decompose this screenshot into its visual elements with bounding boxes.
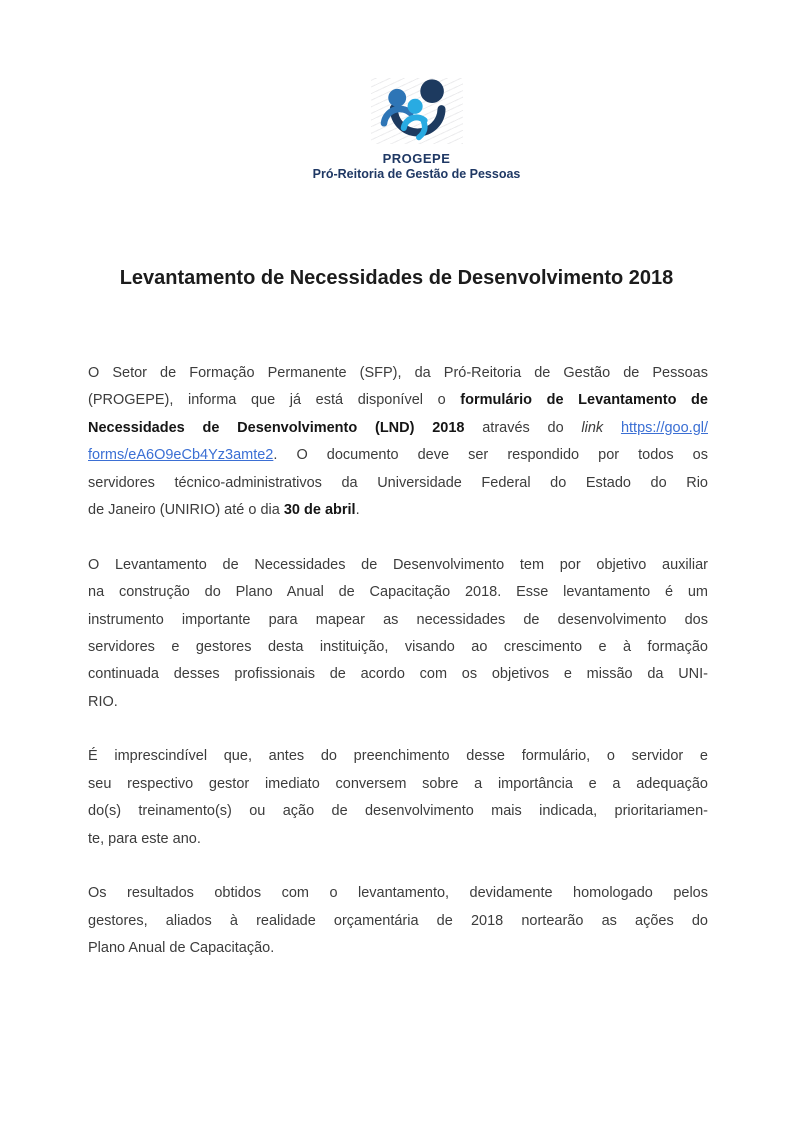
text-line: [88, 661, 708, 688]
text-line: [88, 798, 708, 825]
document-title: Levantamento de Necessidades de Desenvolvimento 2018: [119, 267, 674, 289]
text-segment: continuada desses profissionais de acordo com os objetivos e missão da UNI-: [88, 666, 708, 683]
text-segment: formulário de Levantamento de: [460, 392, 708, 409]
text-line: [88, 360, 708, 387]
text-line: [88, 826, 708, 853]
text-segment: Necessidades de Desenvolvimento (LND) 2018: [88, 419, 465, 436]
goo-gl-link[interactable]: https://goo.gl/: [620, 419, 708, 436]
text-line: [88, 771, 708, 798]
text-line: [88, 689, 708, 716]
text-segment: 30 de abril: [283, 501, 356, 518]
text-segment: instrumento importante para mapear as necessidades de desenvolvimento dos: [88, 611, 708, 628]
text-segment: seu respectivo gestor imediato conversem sobre a importância e a adequação: [88, 775, 708, 792]
text-segment: Os resultados obtidos com o levantamento, devidamente homologado pelos: [88, 885, 708, 902]
text-segment: de Janeiro (UNIRIO) até o dia: [88, 501, 284, 518]
text-segment: servidores e gestores desta instituição, visando ao crescimento e à formação: [88, 638, 708, 655]
text-segment: te, para este ano.: [88, 830, 201, 847]
text-line: [88, 908, 708, 935]
paragraph: [88, 552, 708, 716]
text-line: [88, 880, 708, 907]
logo-subtitle: Pró-Reitoria de Gestão de Pessoas: [312, 167, 521, 181]
text-segment: Plano Anual de Capacitação.: [88, 940, 275, 957]
logo-acronym: PROGEPE: [382, 151, 451, 166]
paragraph: [88, 743, 708, 853]
text-segment: gestores, aliados à realidade orçamentária de 2018 nortearão as ações do: [88, 912, 708, 929]
text-segment: servidores técnico-administrativos da Universidade Federal do Estado do Rio: [88, 474, 708, 491]
text-line: [88, 415, 708, 442]
paragraph: [88, 360, 708, 524]
text-line: [88, 387, 708, 414]
text-line: [88, 470, 708, 497]
text-line: [88, 935, 708, 962]
text-segment: (PROGEPE), informa que já está disponível o: [88, 392, 461, 409]
text-segment: do(s) treinamento(s) ou ação de desenvolvimento mais indicada, prioritariamen-: [88, 803, 708, 820]
text-segment: RIO.: [88, 693, 118, 710]
text-segment: .: [355, 501, 360, 518]
text-line: [88, 552, 708, 579]
logo: [287, 78, 547, 181]
text-segment: É imprescindível que, antes do preenchimento desse formulário, o servidor e: [88, 748, 708, 765]
text-line: [88, 497, 708, 524]
text-line: [88, 634, 708, 661]
text-segment: através do: [464, 419, 582, 436]
text-line: [88, 579, 708, 606]
text-line: [88, 743, 708, 770]
paragraph: [88, 880, 708, 962]
text-segment: link: [581, 419, 604, 436]
document-body: [88, 360, 708, 963]
text-segment: [603, 420, 621, 436]
goo-gl-link[interactable]: forms/eA6O9eCb4Yz3amte2: [88, 447, 274, 464]
progepe-logo-icon: [371, 78, 463, 144]
text-segment: . O documento deve ser respondido por todos os: [273, 447, 708, 464]
text-segment: O Levantamento de Necessidades de Desenvolvimento tem por objetivo auxiliar: [88, 556, 708, 573]
text-line: [88, 442, 708, 469]
text-segment: na construção do Plano Anual de Capacitação 2018. Esse levantamento é um: [88, 584, 708, 601]
text-segment: O Setor de Formação Permanente (SFP), da Pró-Reitoria de Gestão de Pessoas: [88, 365, 708, 381]
text-line: [88, 607, 708, 634]
